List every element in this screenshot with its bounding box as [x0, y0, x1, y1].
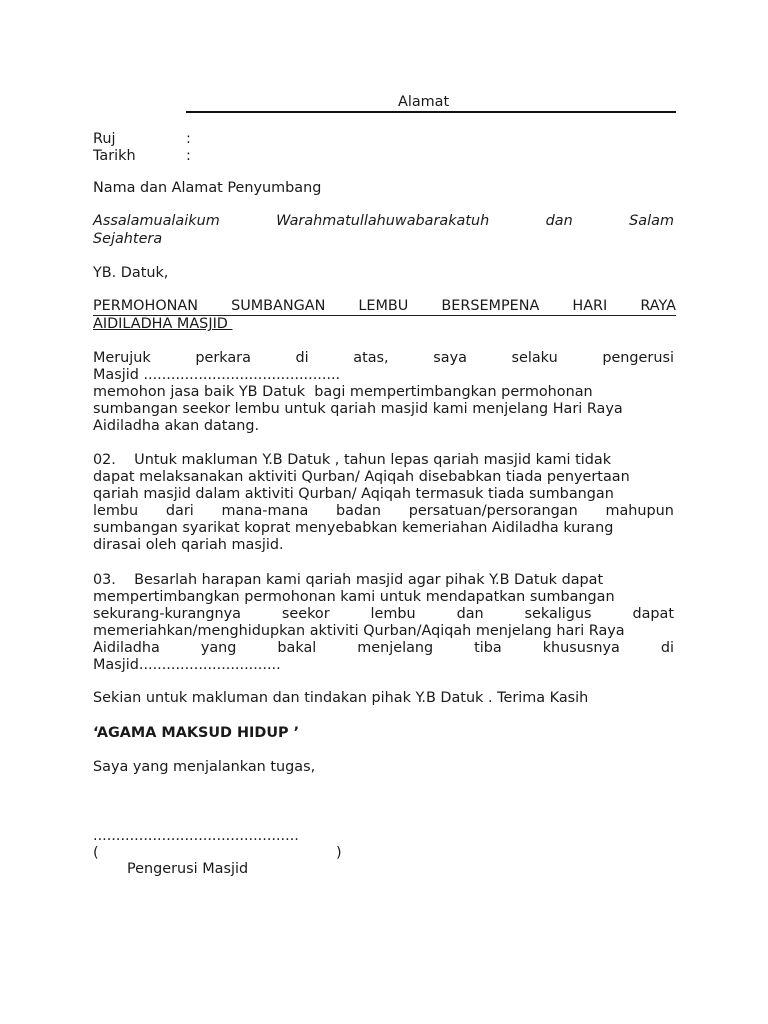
para1-line-3: memohon jasa baik YB Datuk bagi mempertimbangkan permohonan [93, 384, 593, 400]
para2-line-2: dapat melaksanakan aktiviti Qurban/ Aqiqah disebabkan tiada penyertaan [93, 469, 630, 485]
para3-word: menjelang [357, 640, 434, 656]
para1-word: di [295, 350, 309, 366]
signature-close-paren: ) [336, 845, 342, 861]
greeting-word: Salam [629, 213, 674, 229]
reference-colon: : [186, 131, 191, 147]
para2-word: mahupun [605, 503, 674, 519]
address-underline [186, 111, 676, 113]
para3-word: Aidiladha [93, 640, 160, 656]
para3-word: lembu [370, 606, 416, 622]
para3-word: seekor [281, 606, 330, 622]
para3-word: tiba [474, 640, 502, 656]
para3-word: dan [456, 606, 484, 622]
subject-line-2: AIDILADHA MASJID [93, 316, 233, 332]
para1-word: atas, [353, 350, 389, 366]
motto: ‘AGAMA MAKSUD HIDUP ’ [93, 725, 300, 741]
para3-line-1: 03. Besarlah harapan kami qariah masjid agar pihak Y.B Datuk dapat [93, 572, 604, 588]
para2-word: persatuan/persorangan [408, 503, 578, 519]
para1-line-5: Aidiladha akan datang. [93, 418, 260, 434]
para3-line-3 [93, 606, 674, 623]
para2-line-4 [93, 503, 674, 520]
subject-word: PERMOHONAN [93, 298, 199, 314]
para3-word: yang [200, 640, 237, 656]
signature-open-paren: ( [93, 845, 99, 861]
greeting-word: Warahmatullahuwabarakatuh [276, 213, 490, 229]
signatory-title: Pengerusi Masjid [127, 861, 249, 877]
para1-word: Merujuk [93, 350, 151, 366]
sign-off: Saya yang menjalankan tugas, [93, 759, 316, 775]
para1-line-2: Masjid ........................................... [93, 367, 341, 383]
subject-word: HARI [572, 298, 608, 314]
greeting-word: Assalamualaikum [93, 213, 220, 229]
para2-line-5: sumbangan syarikat koprat menyebabkan kemeriahan Aidiladha kurang [93, 520, 614, 536]
subject-word: SUMBANGAN [231, 298, 326, 314]
subject-word: BERSEMPENA [441, 298, 540, 314]
greeting-word: dan [545, 213, 573, 229]
para3-word: bakal [277, 640, 317, 656]
para3-word: dapat [632, 606, 674, 622]
greeting-line-1 [93, 213, 674, 230]
para3-word: di [660, 640, 674, 656]
para2-word: dari [165, 503, 194, 519]
para2-line-1: 02. Untuk makluman Y.B Datuk , tahun lepas qariah masjid kami tidak [93, 452, 612, 468]
subject-word: LEMBU [358, 298, 409, 314]
para2-line-6: dirasai oleh qariah masjid. [93, 537, 284, 553]
para1-line-4: sumbangan seekor lembu untuk qariah masjid kami menjelang Hari Raya [93, 401, 623, 417]
para1-line-1 [93, 350, 674, 367]
greeting-line-2: Sejahtera [93, 231, 163, 247]
para2-word: badan [336, 503, 382, 519]
para3-word: sekurang-kurangnya [93, 606, 242, 622]
address-heading: Alamat [398, 94, 450, 110]
subject-word: RAYA [640, 298, 676, 314]
closing-sentence: Sekian untuk makluman dan tindakan pihak Y.B Datuk . Terima Kasih [93, 690, 589, 706]
para3-line-4: memeriahkan/menghidupkan aktiviti Qurban/Aqiqah menjelang hari Raya [93, 623, 625, 639]
reference-label: Ruj [93, 131, 116, 147]
para1-word: selaku [511, 350, 558, 366]
recipient-name-address: Nama dan Alamat Penyumbang [93, 180, 322, 196]
para2-word: lembu [93, 503, 139, 519]
signature-dots: ............................................. [93, 828, 299, 844]
para1-word: perkara [195, 350, 251, 366]
para3-word: sekaligus [524, 606, 592, 622]
salutation: YB. Datuk, [93, 265, 169, 281]
para1-word: saya [433, 350, 467, 366]
para3-line-6: Masjid............................... [93, 657, 281, 673]
para3-word: khususnya [542, 640, 620, 656]
para1-word: pengerusi [602, 350, 674, 366]
date-label: Tarikh [93, 148, 136, 164]
subject-line-1 [93, 298, 676, 316]
para3-line-2: mempertimbangkan permohonan kami untuk mendapatkan sumbangan [93, 589, 615, 605]
para2-word: mana-mana [221, 503, 309, 519]
para2-line-3: qariah masjid dalam aktiviti Qurban/ Aqiqah termasuk tiada sumbangan [93, 486, 614, 502]
para3-line-5 [93, 640, 674, 657]
date-colon: : [186, 148, 191, 164]
